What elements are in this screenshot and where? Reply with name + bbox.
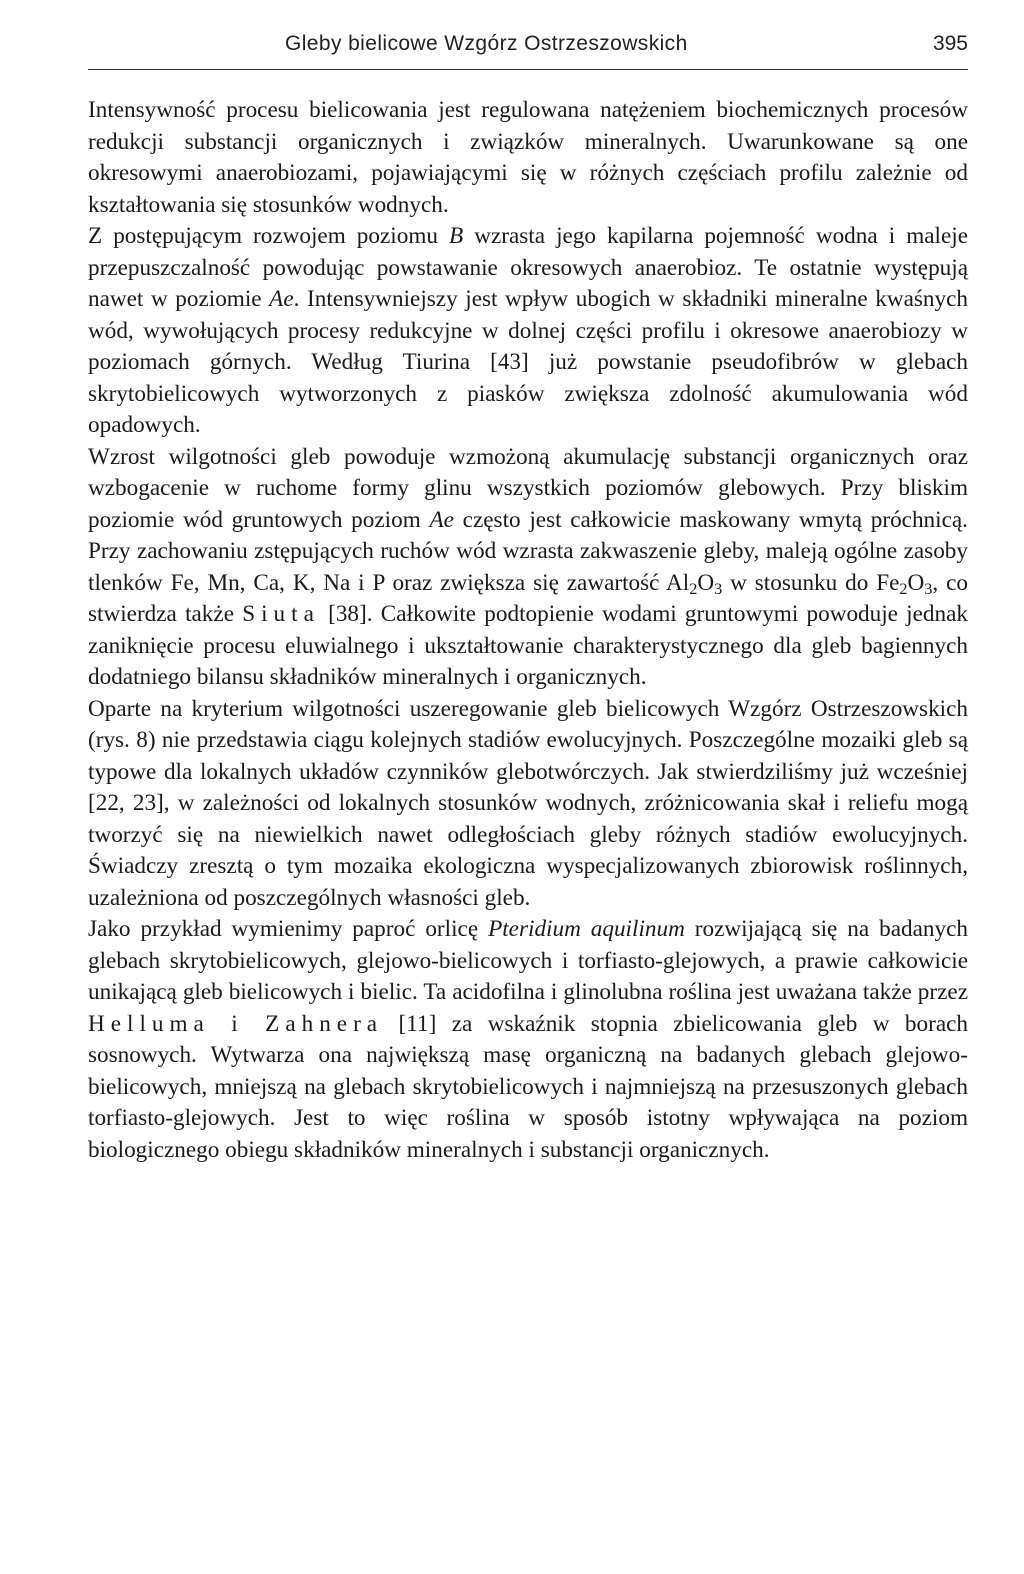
- paragraph-4: Oparte na kryterium wilgotności uszeregowanie gleb bielicowych Wzgórz Ostrzeszowskich (rys. 8) nie przedstawia ciągu kolejnych stadiów ewolucyjnych. Poszczególne mozaiki gleb są typowe dla lokalnych układów czynników glebotwórczych. Jak stwierdziliśmy już wcześniej [22, 23], w zależności od lokalnych stosunków wodnych, zróżnicowania skał i reliefu mogą tworzyć się na niewielkich nawet odległościach gleby różnych stadiów ewolucyjnych. Świadczy zresztą o tym mozaika ekologiczna wyspecjalizowanych zbiorowisk roślinnych, uzależniona od poszczególnych własności gleb.: [88, 695, 968, 911]
- paragraph-2: Z postępującym rozwojem poziomu B wzrasta jego kapilarna pojemność wodna i maleje przepuszczalność powodując powstawanie okresowych anaerobioz. Te ostatnie występują nawet w poziomie Ae. Intensywniejszy jest wpływ ubogich w składniki mineralne kwaśnych wód, wywołujących procesy redukcyjne w dolnej części profilu i okresowe anaerobiozy w poziomach górnych. Według Tiurina [43] już powstanie pseudofibrów w glebach skrytobielicowych wytworzonych z piasków zwiększa zdolność akumulowania wód opadowych.: [88, 223, 968, 438]
- running-title: Gleby bielicowe Wzgórz Ostrzeszowskich: [285, 32, 688, 55]
- paragraph-5: Jako przykład wymienimy paproć orlicę Pteridium aquilinum rozwijającą się na badanych glebach skrytobielicowych, glejowo-bielicowych i torfiasto-glejowych, a prawie całkowicie unikającą gleb bielicowych i bielic. Ta acidofilna i glinolubna roślina jest uważana także przez Helluma i Zahnera [11] za wskaźnik stopnia zbielicowania gleb w borach sosnowych. Wytwarza ona największą masę organiczną na badanych glebach glejowo-bielicowych, mniejszą na glebach skrytobielicowych i najmniejszą na przesuszonych glebach torfiasto-glejowych. Jest to więc roślina w sposób istotny wpływająca na poziom biologicznego obiegu składników mineralnych i substancji organicznych.: [88, 916, 969, 1163]
- author-names-hellum-zahner: Helluma i Zahnera: [88, 1010, 384, 1037]
- body-text: [88, 95, 968, 1166]
- species-name: Pteridium aquilinum: [488, 916, 685, 942]
- paragraph-3: Wzrost wilgotności gleb powoduje wzmożoną akumulację substancji organicznych oraz wzbogacenie w ruchome formy glinu wszystkich poziomów glebowych. Przy bliskim poziomie wód gruntowych poziom Ae często jest całkowicie maskowany wmytą próchnicą. Przy zachowaniu zstępujących ruchów wód wzrasta zakwaszenie gleby, maleją ogólne zasoby tlenków Fe, Mn, Ca, K, Na i P oraz zwiększa się zawartość $Al_2O_3$ w stosunku do $Fe_2O_3$, co stwierdza także Siuta [38]. Całkowite podtopienie wodami gruntowymi powoduje jednak zaniknięcie procesu eluwialnego i ukształtowanie charakterystycznego dla gleb bagiennych dodatniego bilansu składników mineralnych i organicznych.: [88, 443, 968, 690]
- running-header: [88, 30, 968, 64]
- header-divider: [88, 69, 968, 70]
- paragraph-1: Intensywność procesu bielicowania jest regulowana natężeniem biochemicznych procesów redukcji substancji organicznych i związków mineralnych. Uwarunkowane są one okresowymi anaerobiozami, pojawiającymi się w różnych częściach profilu zależnie od kształtowania się stosunków wodnych.: [88, 97, 968, 218]
- author-name-siuta: Siuta: [242, 601, 320, 627]
- page-number: 395: [932, 32, 968, 55]
